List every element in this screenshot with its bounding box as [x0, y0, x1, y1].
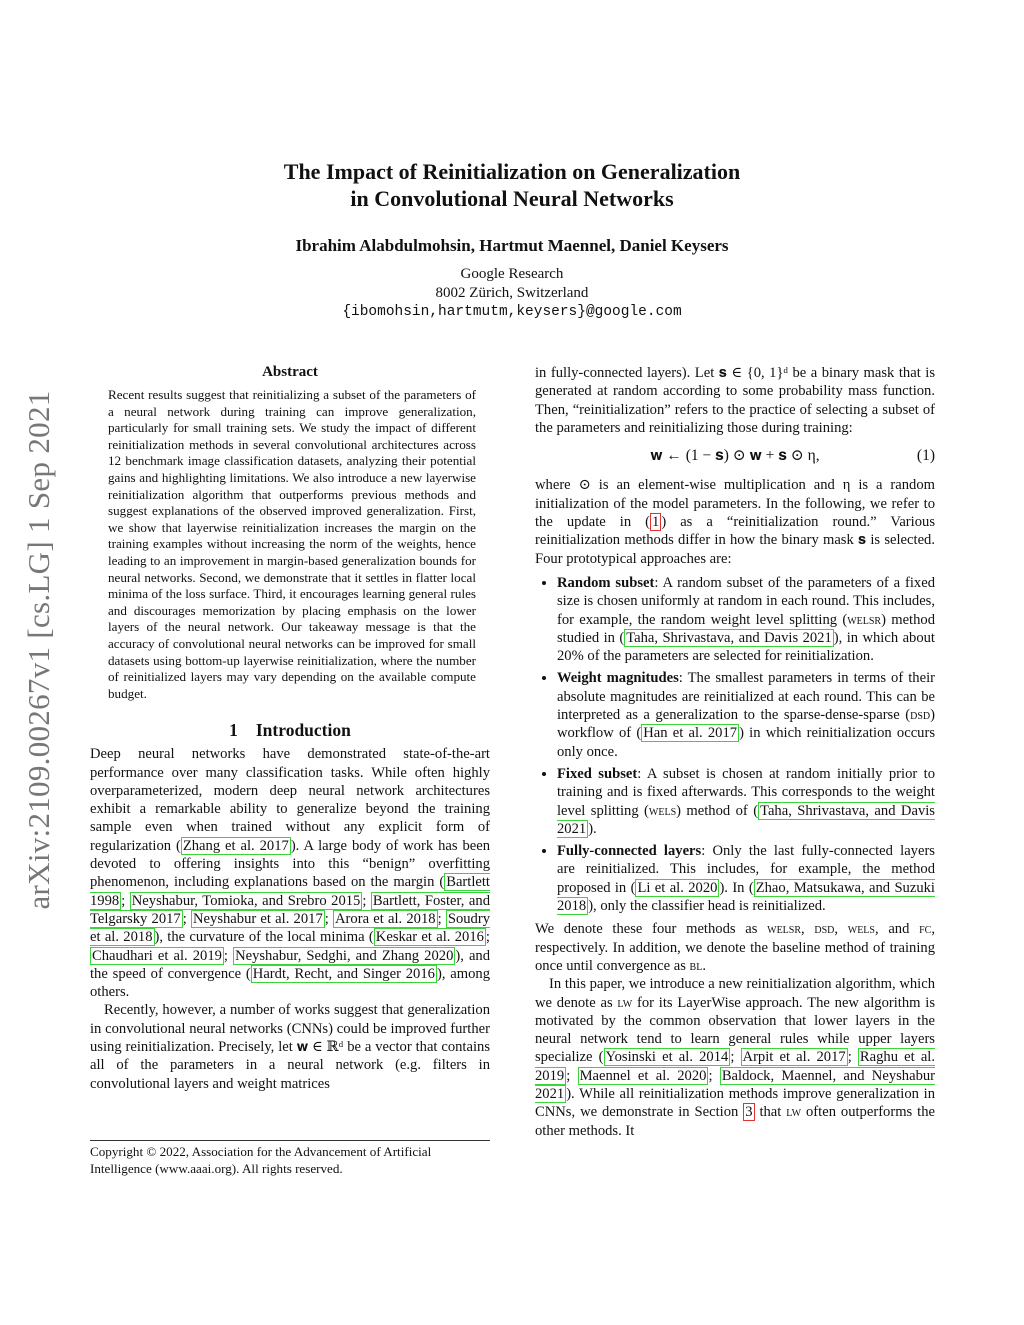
equation-body: 𝐰 ← (1 − 𝐬) ⊙ 𝐰 + 𝐬 ⊙ η,	[650, 447, 820, 465]
copyright-footnote: Copyright © 2022, Association for the Advancement of Artificial Intelligence (www.aaai.org). All rights reserved.	[90, 1140, 490, 1177]
abstract-body: Recent results suggest that reinitializing a subset of the parameters of a neural network during training can improve generalization, particularly for small training sets. We study the impact of different reinitialization methods in several convolutional architectures across 12 benchmark image classification datasets, analyzing their potential gains and highlighting limitations. We also introduce a new layerwise reinitialization algorithm that outperforms previous methods and suggest explanations of the observed improved generalization. First, we show that layerwise reinitialization increases the margin on the training examples without increasing the norm of the weights, hence leading to an improvement in margin-based generalization bounds for neural networks. Second, we demonstrate that it settles in flatter local minima of the loss surface. Third, it encourages learning general rules and discourages memorization by placing emphasis on the lower layers of the neural network. Our takeaway message is that the accuracy of convolutional neural networks can be improved for small datasets using bottom-up layerwise reinitialization, where the number of reinitialized layers may vary depending on the available compute budget.	[108, 387, 476, 701]
citation-link[interactable]: Bartlett 1998	[90, 874, 490, 909]
list-item: • Fixed subset: A subset is chosen at random initially prior to training and is fixed afterwards. This corresponds to the weight level splitting (wels) method of ( Taha, Shrivastava, and Davis 2021 ).	[557, 765, 935, 838]
citation-link[interactable]: Raghu et al. 2019	[535, 1049, 935, 1084]
paper-title: The Impact of Reinitialization on Generalization in Convolutional Neural Networks	[283, 159, 741, 211]
citation-link[interactable]: Keskar et al. 2016	[375, 929, 484, 946]
paragraph: in fully-connected layers). Let 𝐬 ∈ {0, 1}ᵈ be a binary mask that is generated at random according to some probability mass function. Then, “reinitialization” refers to the practice of selecting a subset of the parameters and reinitializing those during training:	[535, 365, 935, 436]
citation-link[interactable]: Neyshabur, Sedghi, and Zhang 2020	[235, 947, 454, 964]
equation-1	[535, 447, 935, 465]
paragraph: where ⊙ is an element-wise multiplication and η is a random initialization of the model parameters. In the following, we refer to the update in ( 1 ) as a “reinitialization round.” Various reinitialization methods differ in how the binary mask 𝐬 is selected. Four prototypical approaches are:	[535, 477, 935, 567]
equation-ref-link[interactable]: 1	[652, 514, 660, 531]
paragraph: In this paper, we introduce a new reinitialization algorithm, which we denote as lw for its LayerWise approach. The new algorithm is motivated by the common observation that lower layers in the neural network tend to learn general rules while upper layers specialize ( Yosinski et al. 2014 ; Arpit et al. 2017 ; Raghu et al. 2019 ; Maennel et al. 2020 ; Baldock, Maennel, and Neyshabur 2021 ). While all reinitialization methods improve generalization in CNNs, we demonstrate in Section 3 that lw often outperforms the other methods. It	[535, 976, 936, 1139]
intro-text	[90, 745, 490, 1093]
citation-link[interactable]: Arpit et al. 2017	[742, 1049, 846, 1066]
citation-link[interactable]: Chaudhari et al. 2019	[92, 947, 222, 964]
citation-link[interactable]: Taha, Shrivastava, and Davis 2021	[626, 629, 832, 646]
list-item: • Random subset: A random subset of the parameters of a fixed size is chosen uniformly at random in each round. This includes, for example, the random weight level splitting (welsr) method studied in ( Taha, Shrivastava, and Davis 2021 ), in which about 20% of the parameters are selected for reinitialization.	[557, 574, 935, 665]
affiliation-city: 8002 Zürich, Switzerland	[435, 285, 589, 301]
list-item: • Weight magnitudes: The smallest parameters in terms of their absolute magnitudes are reinitialized at each round. This can be interpreted as a generalization to the sparse-dense-sparse (dsd) workflow of ( Han et al. 2017 ) in which reinitialization occurs only once.	[557, 669, 935, 760]
section-ref-link[interactable]: 3	[745, 1104, 753, 1121]
citation-link[interactable]: Li et al. 2020	[637, 879, 718, 896]
citation-link[interactable]: Zhao, Matsukawa, and Suzuki 2018	[557, 879, 935, 915]
arxiv-sidebar	[14, 360, 64, 940]
left-column	[90, 364, 490, 1093]
citation-link[interactable]: Taha, Shrivastava, and Davis 2021	[557, 802, 935, 837]
citation-link[interactable]: Hardt, Recht, and Singer 2016	[252, 965, 435, 982]
arxiv-id[interactable]: arXiv:2109.00267v1 [cs.LG] 1 Sep 2021	[21, 390, 56, 910]
citation-link[interactable]: Neyshabur, Tomioka, and Srebro 2015	[131, 892, 361, 909]
citation-link[interactable]: Baldock, Maennel, and Neyshabur 2021	[535, 1067, 936, 1102]
citation-link[interactable]: Zhang et al. 2017	[182, 837, 289, 854]
affiliation	[0, 265, 1024, 322]
citation-link[interactable]: Soudry et al. 2018	[90, 910, 491, 946]
author-list: Ibrahim Alabdulmohsin, Hartmut Maennel, Daniel Keysers	[295, 236, 729, 255]
affiliation-org: Google Research	[460, 266, 564, 282]
method-list	[535, 574, 935, 915]
citation-link[interactable]: Yosinski et al. 2014	[605, 1049, 729, 1066]
intro-paragraph-1: Deep neural networks have demonstrated state-of-the-art performance over many classification tasks. While often highly overparameterized, modern deep neural network architectures exhibit a remarkable ability to generalize beyond the training sample even when trained without any explicit form of regularization ( Zhang et al. 2017 ). A large body of work has been devoted to offering insights into this “benign” overfitting phenomenon, including explanations based on the margin ( Bartlett 1998 ; Neyshabur, Tomioka, and Srebro 2015 ; Bartlett, Foster, and Telgarsky 2017 ; Neyshabur et al. 2017 ; Arora et al. 2018 ; Soudry et al. 2018 ), the curvature of the local minima ( Keskar et al. 2016 ; Chaudhari et al. 2019 ; Neyshabur, Sedghi, and Zhang 2020 ), and the speed of convergence ( Hardt, Recht, and Singer 2016 ), among others.	[90, 746, 491, 1001]
author-emails: {ibomohsin,hartmutm,keysers}@google.com	[342, 304, 682, 320]
citation-link[interactable]: Arora et al. 2018	[335, 910, 436, 927]
citation-link[interactable]: Han et al. 2017	[643, 725, 738, 742]
abstract-heading: Abstract	[262, 364, 318, 380]
citation-link[interactable]: Bartlett, Foster, and Telgarsky 2017	[90, 892, 490, 927]
section-heading-introduction: 1 Introduction	[229, 720, 351, 741]
paragraph: We denote these four methods as welsr, dsd, wels, and fc, respectively. In addition, we denote the baseline method of training once until convergence as bl.	[535, 921, 935, 974]
intro-paragraph-2: Recently, however, a number of works suggest that generalization in convolutional neural networks (CNNs) could be improved further using reinitialization. Precisely, let 𝐰 ∈ ℝᵈ be a vector that contains all of the parameters in a neural network (e.g. filters in convolutional layers and weight matrices	[90, 1002, 490, 1092]
right-column	[535, 364, 935, 1140]
list-item: • Fully-connected layers: Only the last fully-connected layers are reinitialized. This includes, for example, the method proposed in ( Li et al. 2020 ). In ( Zhao, Matsukawa, and Suzuki 2018 ), only the classifier head is reinitialized.	[557, 842, 935, 915]
citation-link[interactable]: Maennel et al. 2020	[579, 1067, 707, 1084]
equation-number: (1)	[916, 447, 935, 465]
citation-link[interactable]: Neyshabur et al. 2017	[193, 910, 323, 927]
